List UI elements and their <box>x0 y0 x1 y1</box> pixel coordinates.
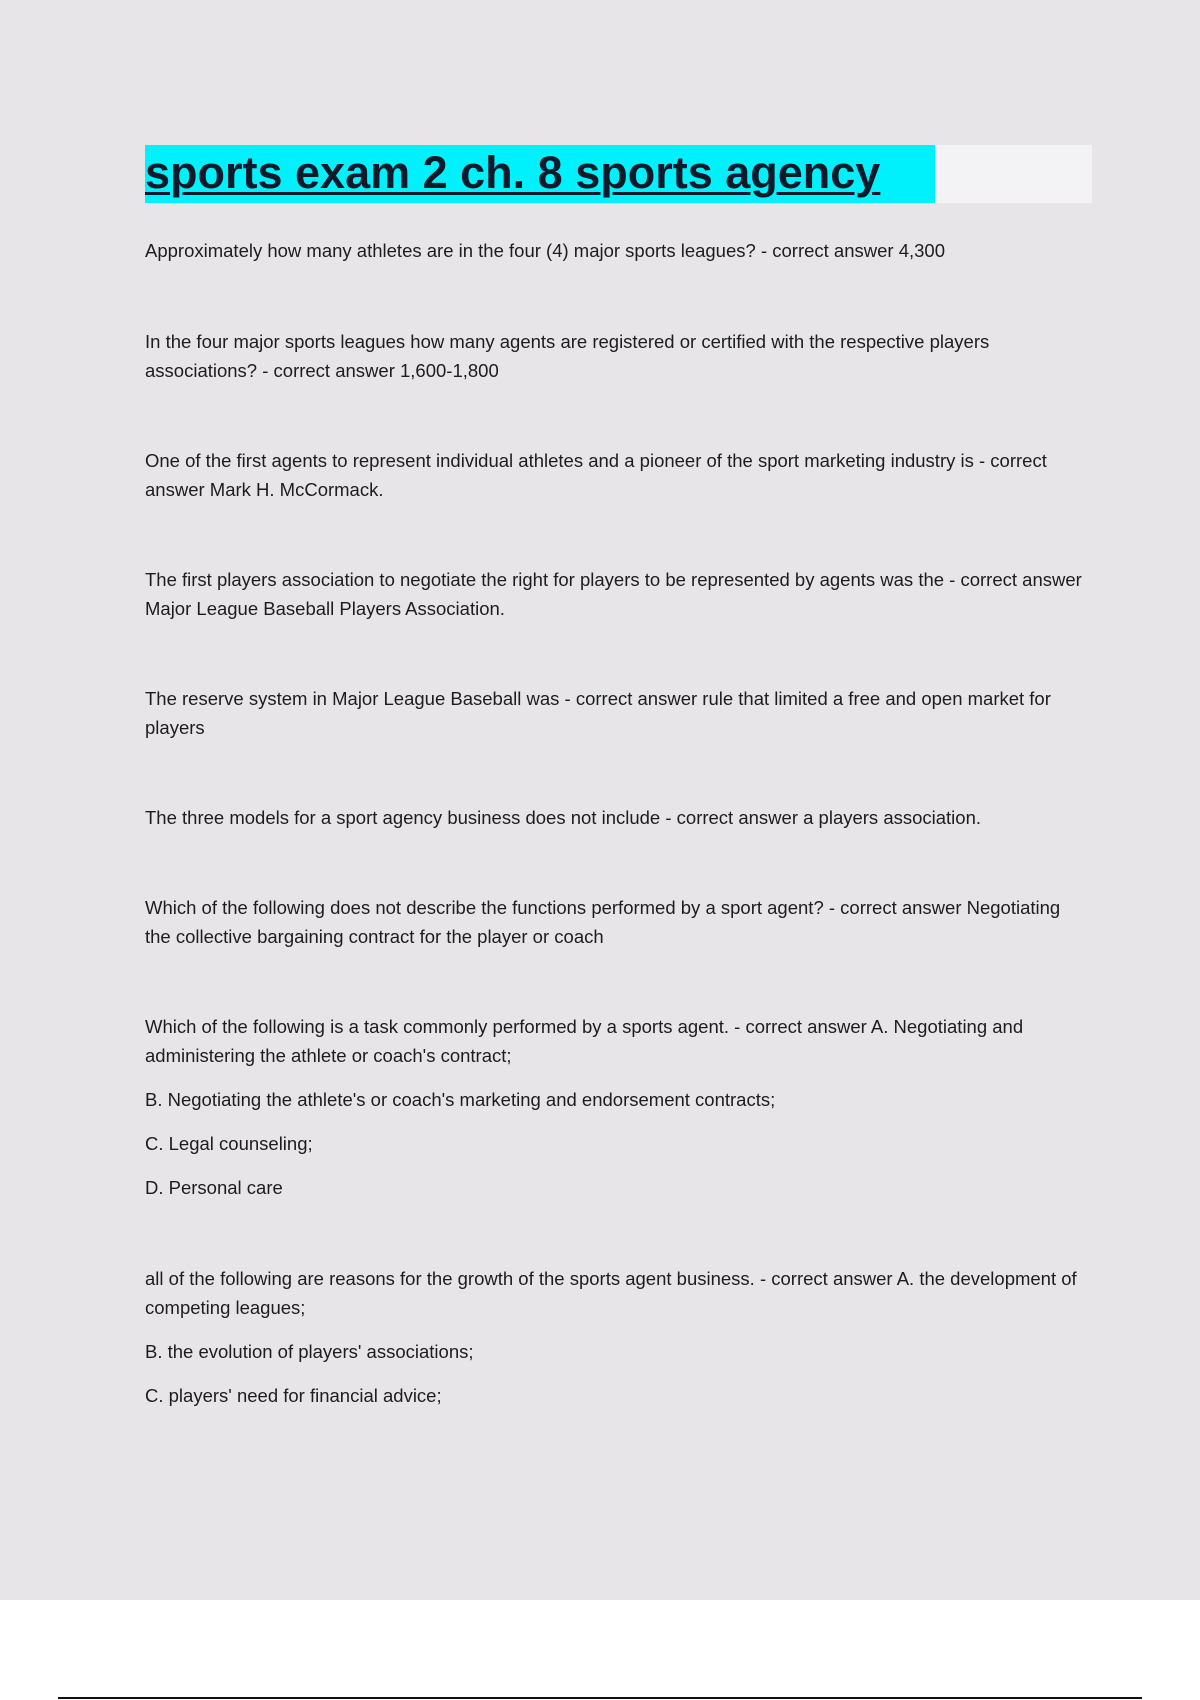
question-text: One of the first agents to represent individual athletes and a pioneer of the sport marketing industry is - correct answer Mark H. McCormack. <box>145 450 1047 500</box>
question-item-7 <box>145 893 1085 951</box>
question-item-5 <box>145 684 1085 742</box>
question-item-1 <box>145 236 1085 265</box>
question-text: Which of the following does not describe the functions performed by a sport agent? - correct answer Negotiating the collective bargaining contract for the player or coach <box>145 897 1061 947</box>
question-item-6 <box>145 803 1085 832</box>
question-text: all of the following are reasons for the growth of the sports agent business. - correct answer A. the development of competing leagues; <box>145 1268 1077 1318</box>
question-text: The reserve system in Major League Baseball was - correct answer rule that limited a free and open market for players <box>145 688 1051 738</box>
page-title: sports exam 2 ch. 8 sports agency <box>145 147 881 198</box>
question-text: Approximately how many athletes are in the four (4) major sports leagues? - correct answer 4,300 <box>145 240 945 261</box>
question-text: Which of the following is a task commonly performed by a sports agent. - correct answer A. Negotiating and administering the athlete or coach's contract; <box>145 1016 1024 1066</box>
answer-option-c: C. Legal counseling; <box>145 1133 313 1154</box>
question-text: The three models for a sport agency business does not include - correct answer a players association. <box>145 807 982 828</box>
title-bar <box>145 145 1092 203</box>
question-item-2 <box>145 327 1085 385</box>
question-text: In the four major sports leagues how many agents are registered or certified with the respective players associations? - correct answer 1,600-1,800 <box>145 331 990 381</box>
question-list <box>145 236 1085 1410</box>
question-item-3 <box>145 446 1085 504</box>
question-item-8 <box>145 1012 1085 1202</box>
question-item-9 <box>145 1264 1085 1410</box>
answer-option-b: B. the evolution of players' associations; <box>145 1341 474 1362</box>
answer-option-d: D. Personal care <box>145 1177 283 1198</box>
answer-option-c: C. players' need for financial advice; <box>145 1385 442 1406</box>
answer-option-b: B. Negotiating the athlete's or coach's marketing and endorsement contracts; <box>145 1089 776 1110</box>
question-text: The first players association to negotiate the right for players to be represented by agents was the - correct answer Major League Baseball Players Association. <box>145 569 1082 619</box>
question-item-4 <box>145 565 1085 623</box>
footer-rule <box>58 1697 1142 1699</box>
